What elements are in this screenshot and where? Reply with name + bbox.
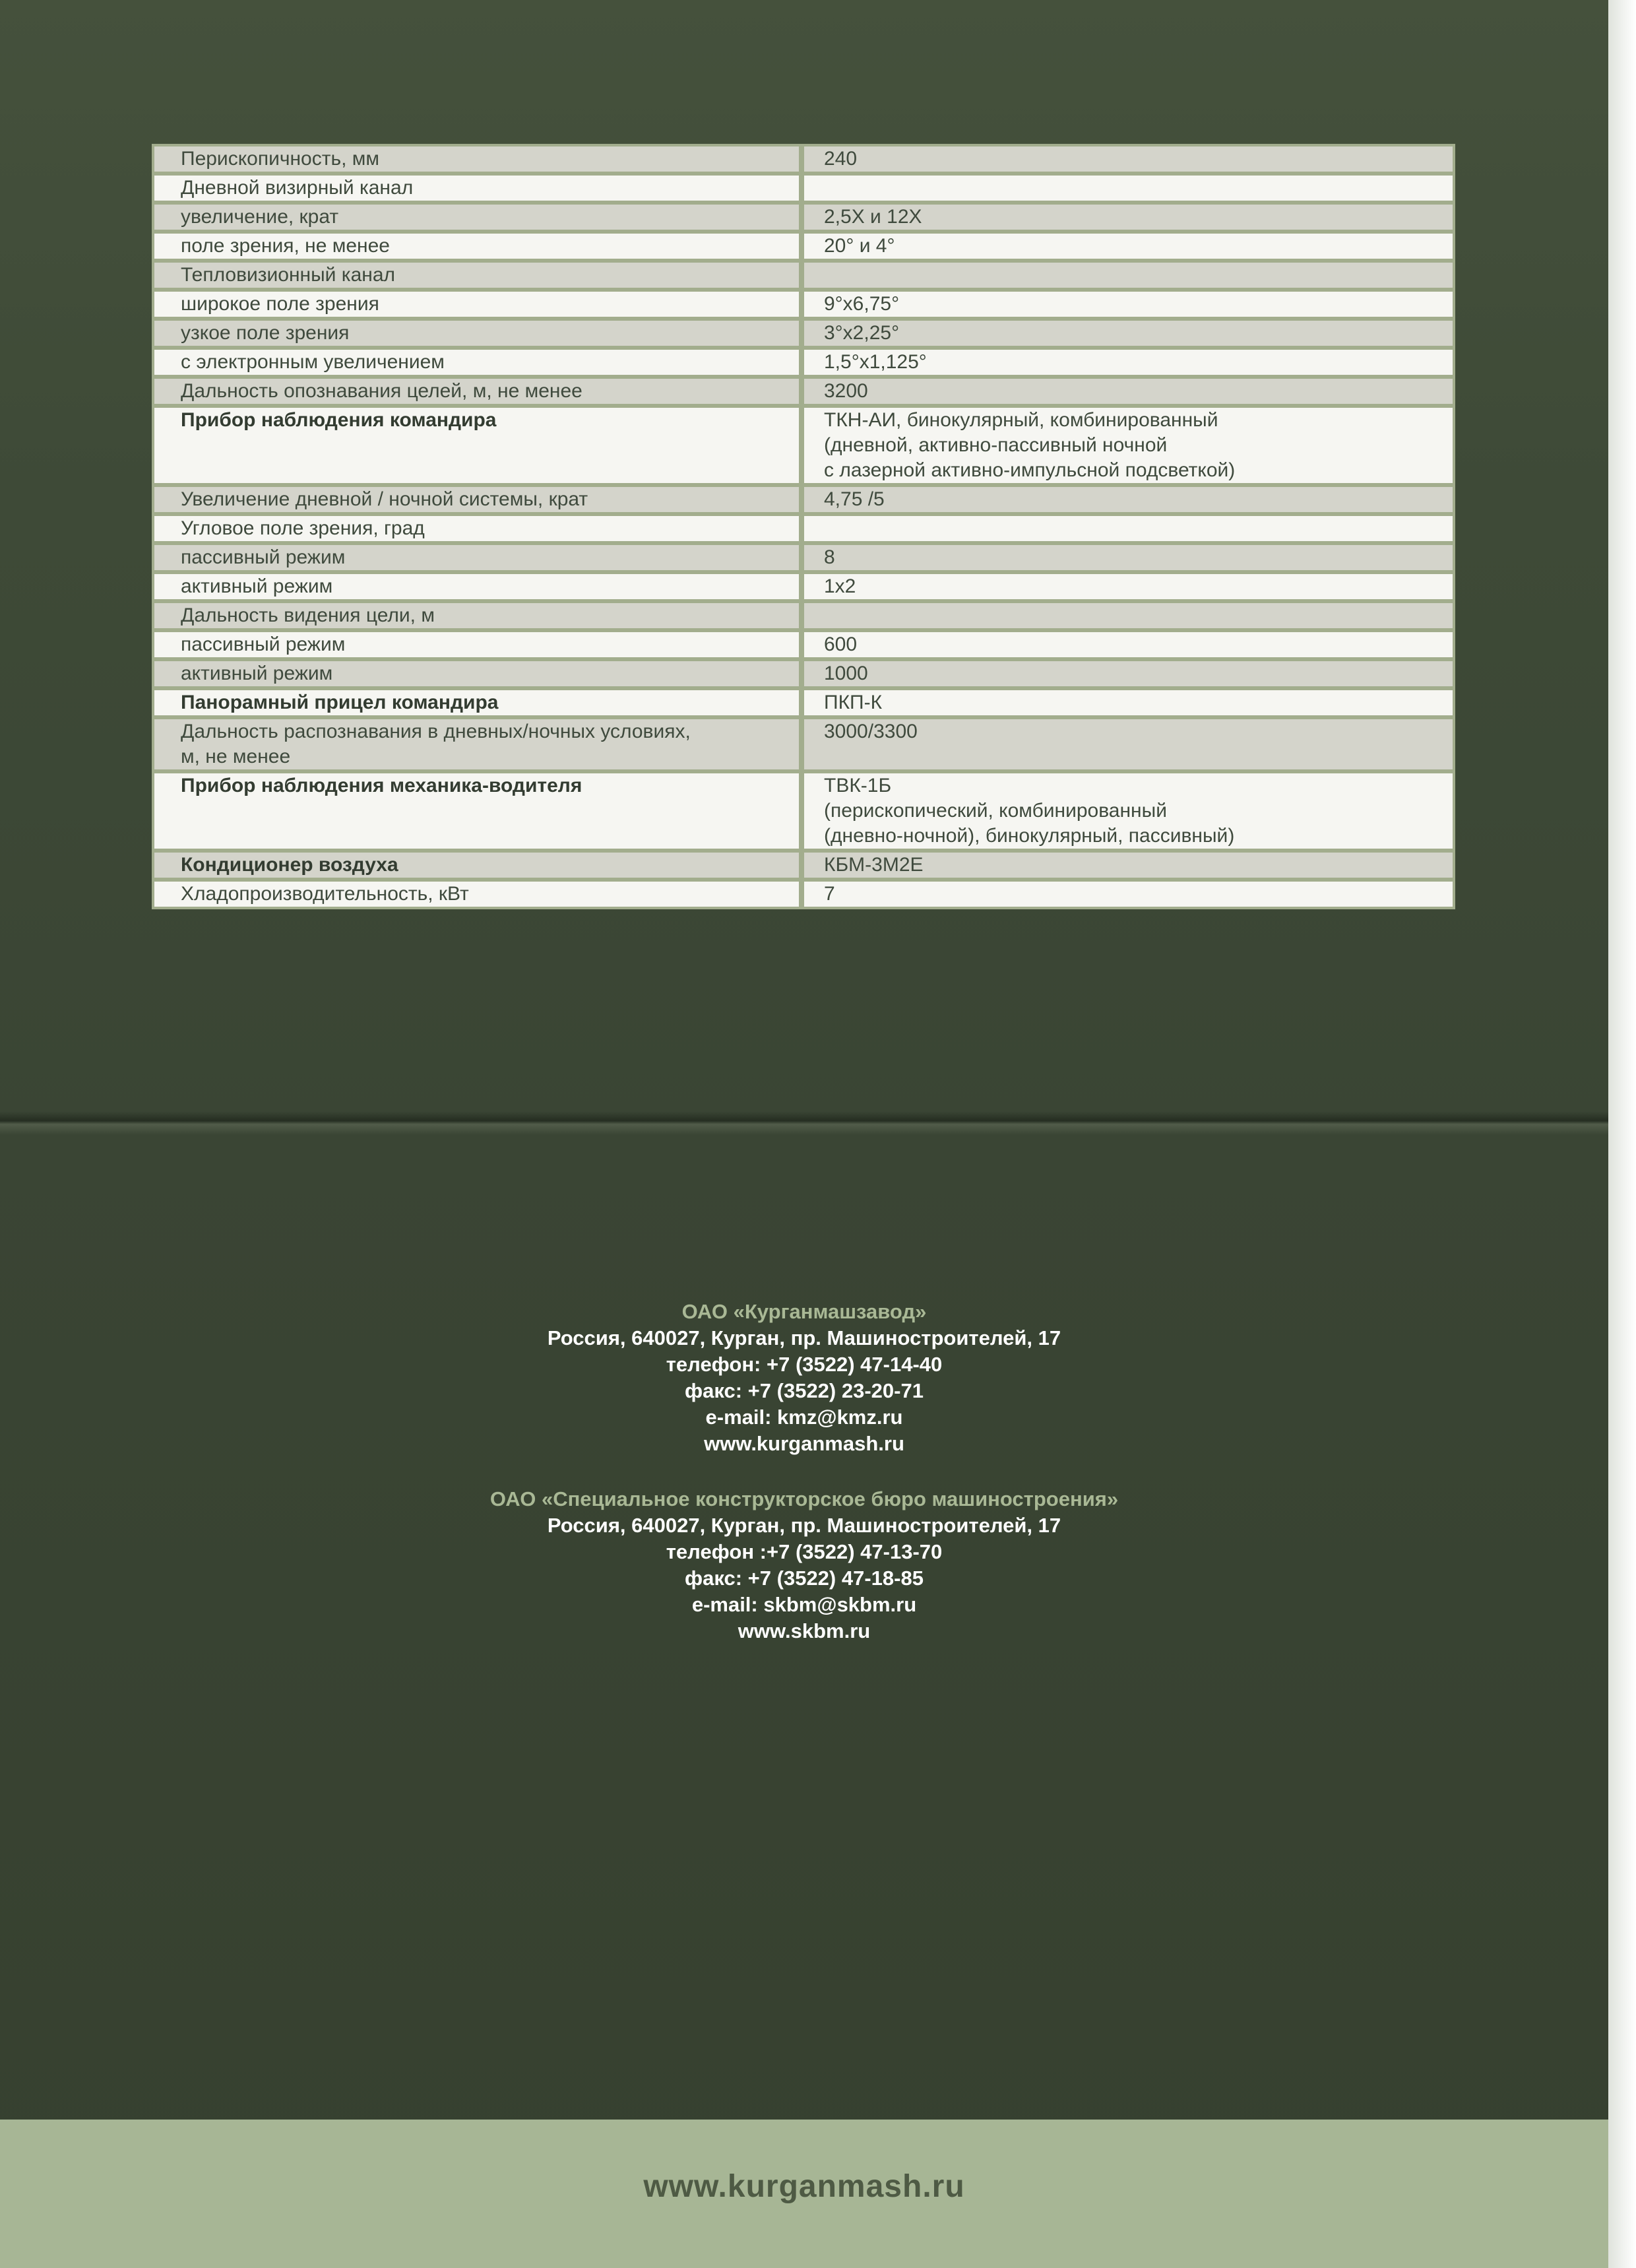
- spec-row: [154, 350, 1453, 375]
- spec-row: [154, 263, 1453, 288]
- spec-row: [154, 292, 1453, 317]
- fax: факс: +7 (3522) 47-18-85: [685, 1567, 924, 1590]
- spec-parameter: Угловое поле зрения, град: [154, 516, 799, 541]
- spec-row: [154, 176, 1453, 201]
- spec-parameter: Кондиционер воздуха: [154, 853, 799, 878]
- email-link[interactable]: e-mail: kmz@kmz.ru: [705, 1406, 903, 1429]
- phone: телефон :+7 (3522) 47-13-70: [666, 1540, 943, 1563]
- spec-parameter: Прибор наблюдения командира: [154, 408, 799, 483]
- website-link[interactable]: www.kurganmash.ru: [704, 1432, 904, 1455]
- address: Россия, 640027, Курган, пр. Машиностроителей, 17: [547, 1514, 1061, 1537]
- spec-parameter: активный режим: [154, 661, 799, 686]
- spec-parameter: Панорамный прицел командира: [154, 690, 799, 715]
- footer-website-link[interactable]: www.kurganmash.ru: [643, 2169, 965, 2204]
- spec-row: [154, 603, 1453, 628]
- spec-value: [804, 516, 1453, 541]
- address: Россия, 640027, Курган, пр. Машиностроителей, 17: [547, 1326, 1061, 1349]
- spec-value: 1,5°х1,125°: [804, 350, 1453, 375]
- spec-parameter: активный режим: [154, 574, 799, 599]
- spec-value: КБМ-3М2Е: [804, 853, 1453, 878]
- spec-parameter: Дальность видения цели, м: [154, 603, 799, 628]
- spec-value: 8: [804, 545, 1453, 570]
- spec-parameter: Тепловизионный канал: [154, 263, 799, 288]
- spec-parameter: Дневной визирный канал: [154, 176, 799, 201]
- specifications-table: [152, 144, 1455, 909]
- spec-value: 600: [804, 632, 1453, 657]
- spec-value: 4,75 /5: [804, 487, 1453, 512]
- org-name: ОАО «Специальное конструкторское бюро машиностроения»: [489, 1487, 1119, 1510]
- spec-value: [804, 176, 1453, 201]
- spec-value: [804, 603, 1453, 628]
- spec-value: 7: [804, 882, 1453, 907]
- spec-row: [154, 321, 1453, 346]
- spec-parameter: пассивный режим: [154, 632, 799, 657]
- spec-value: 240: [804, 146, 1453, 172]
- spec-row: [154, 234, 1453, 259]
- spec-value: 9°х6,75°: [804, 292, 1453, 317]
- website-link[interactable]: www.skbm.ru: [738, 1619, 871, 1642]
- spec-value: 3000/3300: [804, 719, 1453, 769]
- org-name: ОАО «Курганмашзавод»: [681, 1300, 927, 1323]
- fax: факс: +7 (3522) 23-20-71: [685, 1379, 924, 1402]
- spec-row: [154, 574, 1453, 599]
- spec-row: [154, 690, 1453, 715]
- spec-value: 1х2: [804, 574, 1453, 599]
- spec-row: [154, 205, 1453, 230]
- spec-value: 2,5Х и 12Х: [804, 205, 1453, 230]
- spec-row: [154, 408, 1453, 483]
- spec-row: [154, 853, 1453, 878]
- spec-value: 3°х2,25°: [804, 321, 1453, 346]
- phone: телефон: +7 (3522) 47-14-40: [666, 1353, 943, 1376]
- spec-parameter: Хладопроизводительность, кВт: [154, 882, 799, 907]
- spec-parameter: поле зрения, не менее: [154, 234, 799, 259]
- spec-row: [154, 379, 1453, 404]
- spec-value: ПКП-К: [804, 690, 1453, 715]
- spec-parameter: Дальность распознавания в дневных/ночных условиях, м, не менее: [154, 719, 799, 769]
- contact-block-skbm: [0, 1486, 1608, 1644]
- spec-row: [154, 146, 1453, 172]
- spec-value: 1000: [804, 661, 1453, 686]
- spec-row: [154, 516, 1453, 541]
- spec-value: 20° и 4°: [804, 234, 1453, 259]
- spec-parameter: Увеличение дневной / ночной системы, крат: [154, 487, 799, 512]
- spec-row: [154, 773, 1453, 849]
- spec-parameter: Перископичность, мм: [154, 146, 799, 172]
- spec-parameter: Прибор наблюдения механика-водителя: [154, 773, 799, 849]
- spec-row: [154, 545, 1453, 570]
- spec-row: [154, 661, 1453, 686]
- spec-value: 3200: [804, 379, 1453, 404]
- spec-row: [154, 719, 1453, 769]
- spec-parameter: широкое поле зрения: [154, 292, 799, 317]
- email-link[interactable]: e-mail: skbm@skbm.ru: [691, 1593, 917, 1616]
- scan-margin: [1608, 0, 1636, 2268]
- spec-parameter: Дальность опознавания целей, м, не менее: [154, 379, 799, 404]
- spec-row: [154, 882, 1453, 907]
- spec-value: ТКН-АИ, бинокулярный, комбинированный (дневной, активно-пассивный ночной с лазерной активно-импульсной подсветкой): [804, 408, 1453, 483]
- spec-parameter: пассивный режим: [154, 545, 799, 570]
- spec-parameter: узкое поле зрения: [154, 321, 799, 346]
- spec-parameter: увеличение, крат: [154, 205, 799, 230]
- spec-value: ТВК-1Б (перископический, комбинированный (дневно-ночной), бинокулярный, пассивный): [804, 773, 1453, 849]
- contact-block-kurganmashzavod: [0, 1299, 1608, 1457]
- spec-row: [154, 487, 1453, 512]
- paper-fold-crease: [0, 1111, 1608, 1135]
- spec-parameter: с электронным увеличением: [154, 350, 799, 375]
- spec-value: [804, 263, 1453, 288]
- spec-row: [154, 632, 1453, 657]
